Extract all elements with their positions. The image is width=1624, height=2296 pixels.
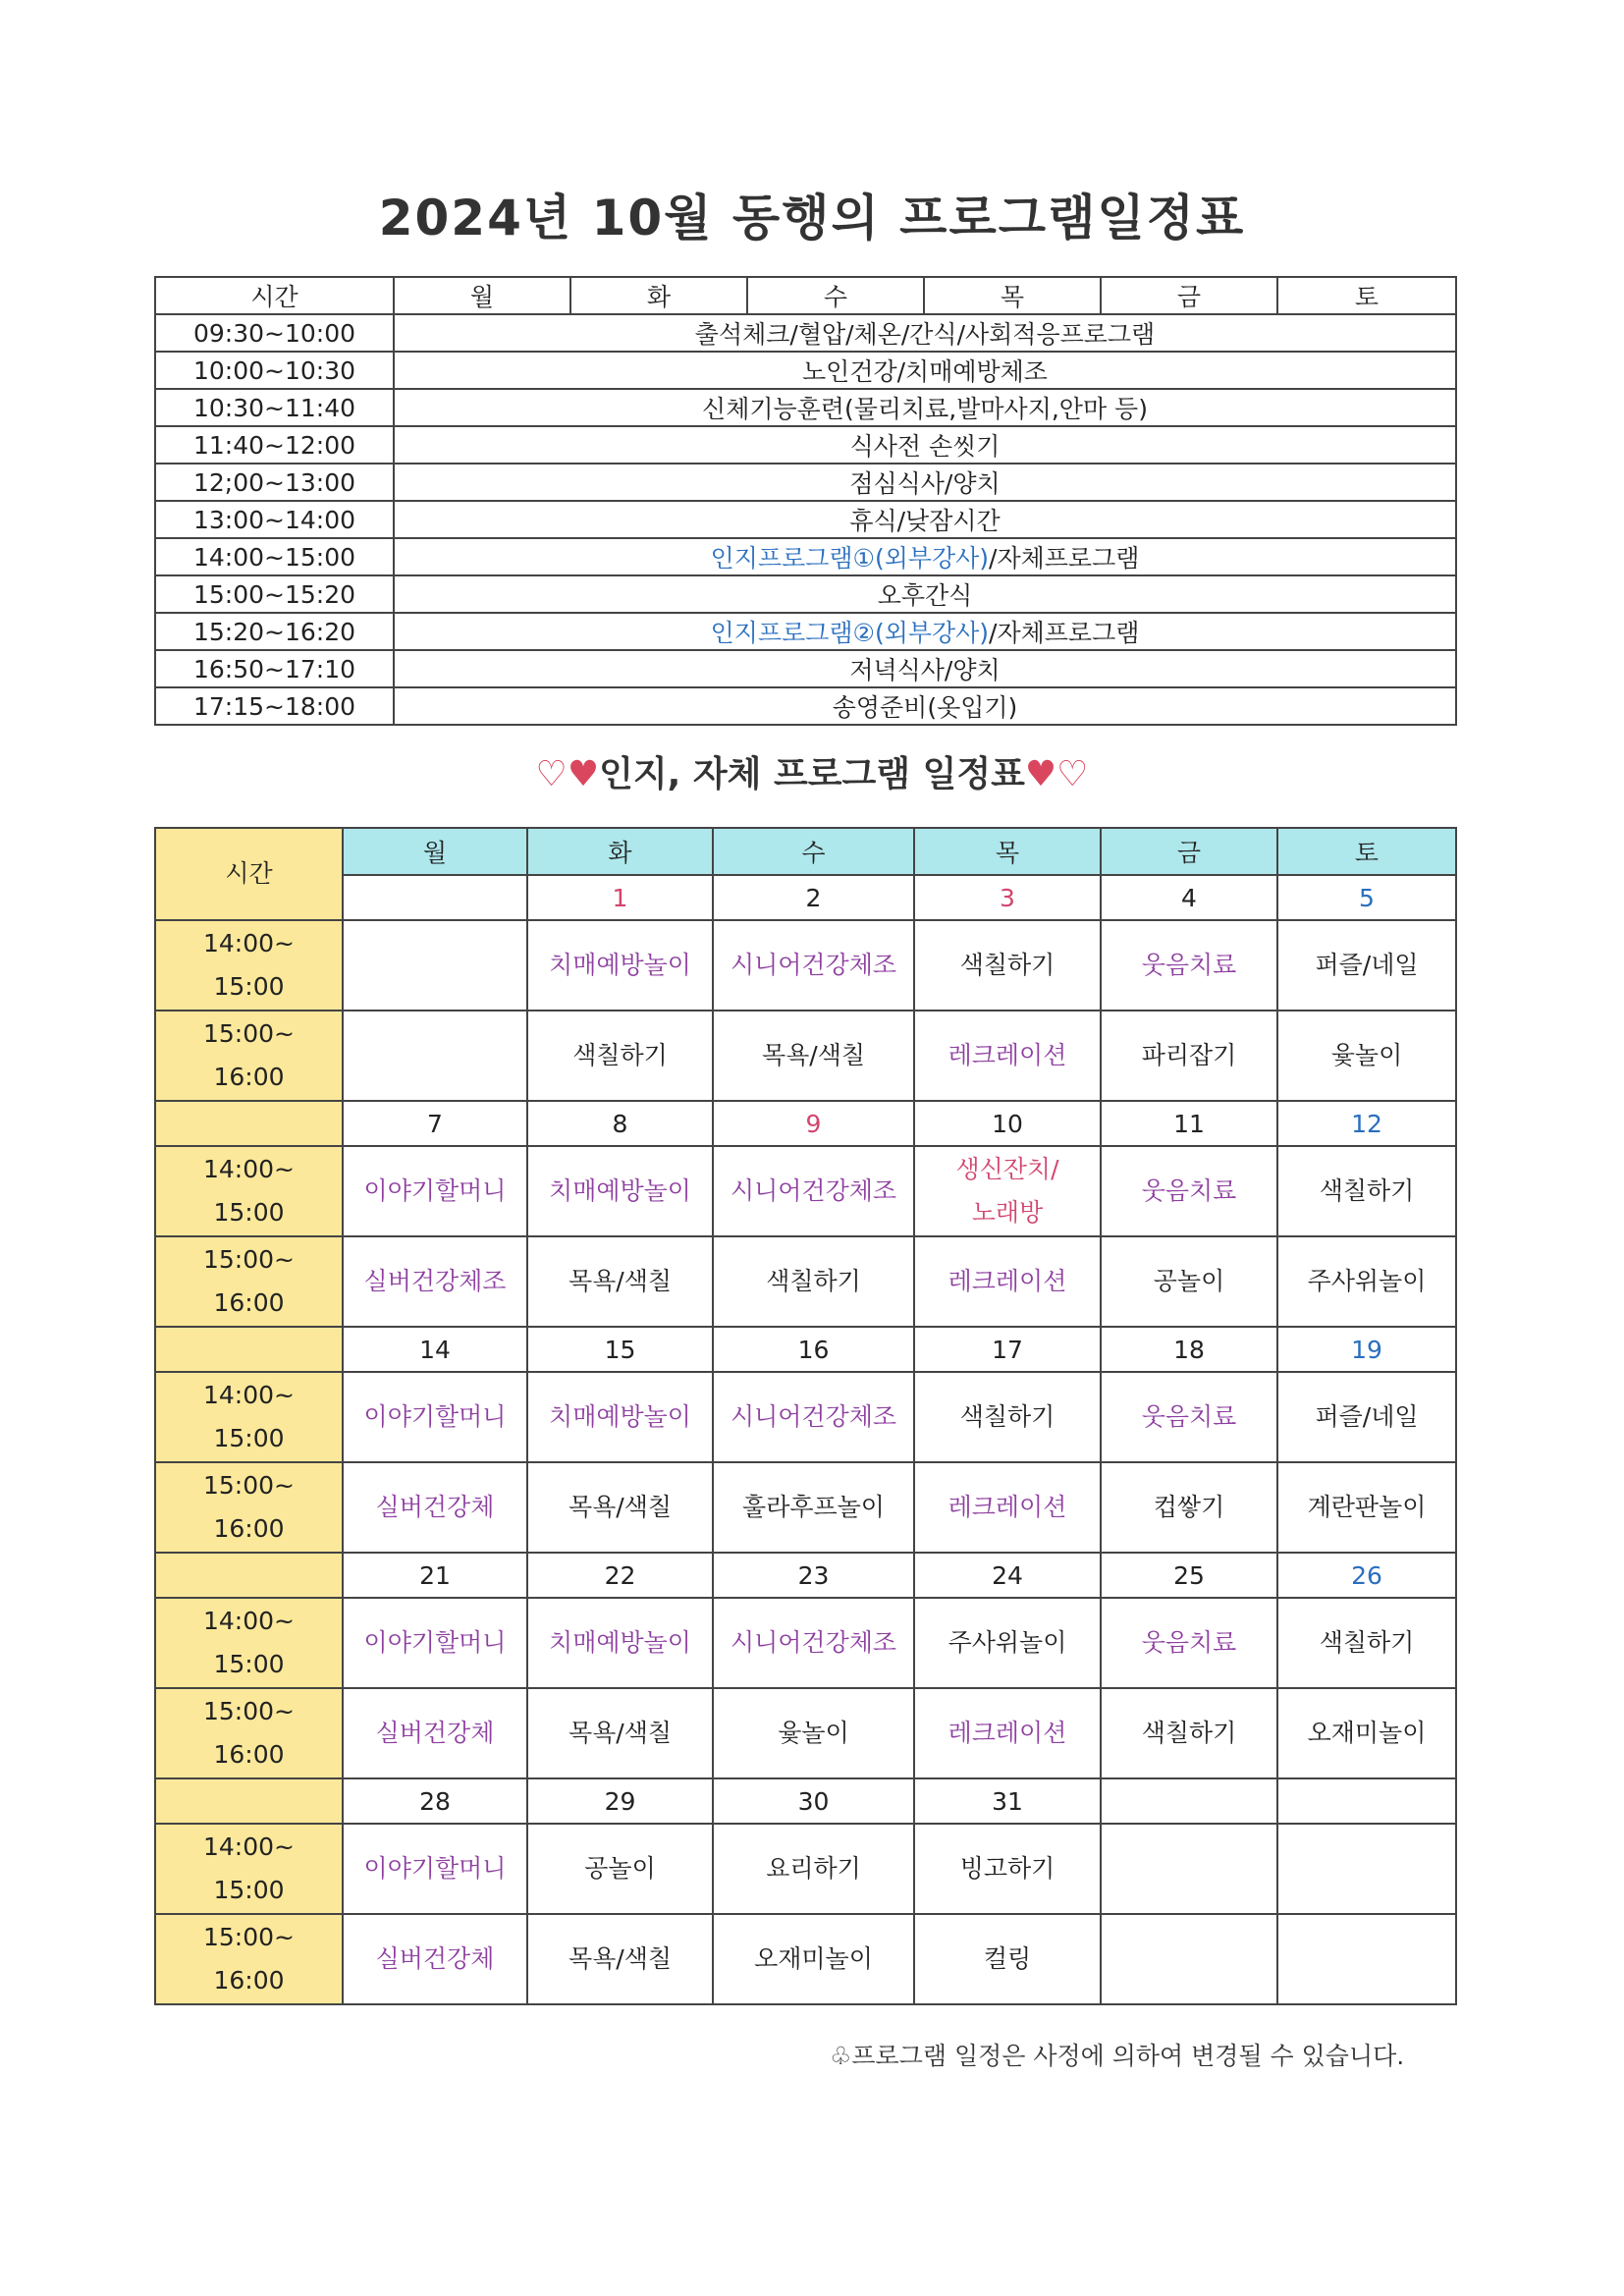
activity-row bbox=[155, 920, 1456, 1011]
time-header-cell: 시간 bbox=[155, 828, 343, 920]
activity-cell: 이야기할머니 bbox=[343, 1598, 527, 1688]
activity-cell: 요리하기 bbox=[713, 1824, 914, 1914]
activity-cell: 빙고하기 bbox=[914, 1824, 1101, 1914]
slot-time-cell bbox=[155, 1011, 343, 1101]
activity-cell: 목욕/색칠 bbox=[527, 1914, 713, 2004]
activity-cell: 시니어건강체조 bbox=[713, 1372, 914, 1462]
daily-header-cell: 금 bbox=[1101, 277, 1277, 314]
activity-cell: 웃음치료 bbox=[1101, 1146, 1277, 1236]
slot-time-cell bbox=[155, 1462, 343, 1553]
date-cell: 2 bbox=[713, 875, 914, 920]
date-cell: 5 bbox=[1277, 875, 1456, 920]
activity-text: 신체기능훈련(물리치료,발마사지,안마 등) bbox=[702, 395, 1148, 423]
activity-cell: 공놀이 bbox=[1101, 1236, 1277, 1327]
slot-end: 16:00 bbox=[213, 1288, 285, 1317]
activity-cell: 색칠하기 bbox=[1101, 1688, 1277, 1778]
daily-row bbox=[155, 426, 1456, 464]
heart-icon: ♡♥ bbox=[535, 754, 600, 794]
activity-cell bbox=[394, 650, 1456, 687]
time-cell: 10:00~10:30 bbox=[155, 352, 394, 389]
slot-time-cell bbox=[155, 1236, 343, 1327]
activity-cell bbox=[1101, 1824, 1277, 1914]
activity-cell: 치매예방놀이 bbox=[527, 1146, 713, 1236]
time-cell: 09:30~10:00 bbox=[155, 314, 394, 352]
slot-time-cell bbox=[155, 1372, 343, 1462]
activity-cell: 계란판놀이 bbox=[1277, 1462, 1456, 1553]
date-cell: 18 bbox=[1101, 1327, 1277, 1372]
activity-cell: 오재미놀이 bbox=[713, 1914, 914, 2004]
slot-start: 15:00~ bbox=[203, 1923, 295, 1951]
activity-cell: 색칠하기 bbox=[1277, 1146, 1456, 1236]
date-cell: 29 bbox=[527, 1778, 713, 1824]
date-cell: 19 bbox=[1277, 1327, 1456, 1372]
activity-row bbox=[155, 1462, 1456, 1553]
day-header-cell: 목 bbox=[914, 828, 1101, 875]
date-cell: 8 bbox=[527, 1101, 713, 1146]
date-cell: 23 bbox=[713, 1553, 914, 1598]
activity-cell: 목욕/색칠 bbox=[527, 1462, 713, 1553]
activity-text: 저녁식사/양치 bbox=[849, 656, 1001, 684]
schedule-change-notice: ♧프로그램 일정은 사정에 의하여 변경될 수 있습니다. bbox=[830, 2042, 1405, 2070]
activity-text: 점심식사/양치 bbox=[849, 469, 1001, 498]
activity-cell bbox=[394, 575, 1456, 613]
time-cell: 13:00~14:00 bbox=[155, 501, 394, 538]
program-subtitle bbox=[0, 746, 1624, 796]
date-cell: 21 bbox=[343, 1553, 527, 1598]
date-cell: 25 bbox=[1101, 1553, 1277, 1598]
activity-cell bbox=[343, 1011, 527, 1101]
activity-cell bbox=[394, 464, 1456, 501]
time-spacer-cell bbox=[155, 1553, 343, 1598]
slot-time-cell bbox=[155, 1914, 343, 2004]
date-row bbox=[155, 1327, 1456, 1372]
slot-start: 15:00~ bbox=[203, 1019, 295, 1048]
activity-cell bbox=[1101, 1914, 1277, 2004]
activity-cell: 실버건강체 bbox=[343, 1462, 527, 1553]
daily-row bbox=[155, 575, 1456, 613]
activity-cell: 훌라후프놀이 bbox=[713, 1462, 914, 1553]
page-title: 2024년 10월 동행의 프로그램일정표 bbox=[378, 190, 1246, 246]
activity-text: /자체프로그램 bbox=[989, 544, 1140, 573]
slot-time-cell bbox=[155, 1824, 343, 1914]
time-cell: 16:50~17:10 bbox=[155, 650, 394, 687]
date-row bbox=[155, 1778, 1456, 1824]
activity-cell bbox=[394, 352, 1456, 389]
slot-start: 14:00~ bbox=[203, 1381, 295, 1409]
activity-cell bbox=[394, 314, 1456, 352]
day-header-cell: 토 bbox=[1277, 828, 1456, 875]
slot-start: 14:00~ bbox=[203, 1155, 295, 1183]
activity-cell: 웃음치료 bbox=[1101, 1372, 1277, 1462]
date-row bbox=[155, 1101, 1456, 1146]
day-header-cell: 수 bbox=[713, 828, 914, 875]
daily-schedule-table bbox=[154, 276, 1457, 726]
slot-time-cell bbox=[155, 1598, 343, 1688]
activity-cell: 웃음치료 bbox=[1101, 1598, 1277, 1688]
activity-cell: 실버건강체 bbox=[343, 1688, 527, 1778]
date-row bbox=[155, 1553, 1456, 1598]
activity-cell bbox=[394, 538, 1456, 575]
activity-text: 오후간식 bbox=[877, 581, 973, 610]
heart-icon: ♥♡ bbox=[1024, 754, 1089, 794]
activity-cell: 레크레이션 bbox=[914, 1462, 1101, 1553]
day-header-cell: 금 bbox=[1101, 828, 1277, 875]
activity-cell: 주사위놀이 bbox=[914, 1598, 1101, 1688]
time-cell: 11:40~12:00 bbox=[155, 426, 394, 464]
slot-end: 15:00 bbox=[213, 1424, 285, 1452]
activity-text: 출석체크/혈압/체온/간식/사회적응프로그램 bbox=[694, 320, 1156, 349]
date-cell: 16 bbox=[713, 1327, 914, 1372]
daily-row bbox=[155, 613, 1456, 650]
slot-time-cell bbox=[155, 920, 343, 1011]
time-cell: 14:00~15:00 bbox=[155, 538, 394, 575]
daily-row bbox=[155, 314, 1456, 352]
time-spacer-cell bbox=[155, 1101, 343, 1146]
date-cell: 12 bbox=[1277, 1101, 1456, 1146]
activity-cell: 목욕/색칠 bbox=[527, 1236, 713, 1327]
activity-text: 휴식/낮잠시간 bbox=[849, 507, 1001, 535]
daily-row bbox=[155, 464, 1456, 501]
time-cell: 12;00~13:00 bbox=[155, 464, 394, 501]
activity-cell: 윷놀이 bbox=[1277, 1011, 1456, 1101]
activity-row bbox=[155, 1236, 1456, 1327]
date-cell: 26 bbox=[1277, 1553, 1456, 1598]
activity-cell bbox=[1277, 1824, 1456, 1914]
time-cell: 15:00~15:20 bbox=[155, 575, 394, 613]
activity-cell: 생신잔치/ 노래방 bbox=[914, 1146, 1101, 1236]
daily-row bbox=[155, 501, 1456, 538]
daily-row bbox=[155, 352, 1456, 389]
slot-start: 15:00~ bbox=[203, 1697, 295, 1725]
activity-cell: 목욕/색칠 bbox=[713, 1011, 914, 1101]
activity-cell: 치매예방놀이 bbox=[527, 1372, 713, 1462]
activity-cell: 색칠하기 bbox=[914, 920, 1101, 1011]
activity-cell: 시니어건강체조 bbox=[713, 1146, 914, 1236]
subtitle-text: 인지, 자체 프로그램 일정표 bbox=[599, 754, 1025, 794]
date-cell: 3 bbox=[914, 875, 1101, 920]
activity-cell: 주사위놀이 bbox=[1277, 1236, 1456, 1327]
date-cell: 17 bbox=[914, 1327, 1101, 1372]
activity-cell: 웃음치료 bbox=[1101, 920, 1277, 1011]
daily-header-cell: 화 bbox=[570, 277, 747, 314]
activity-row bbox=[155, 1372, 1456, 1462]
activity-cell: 이야기할머니 bbox=[343, 1824, 527, 1914]
slot-end: 16:00 bbox=[213, 1966, 285, 1995]
program-calendar-table bbox=[154, 827, 1457, 2005]
time-cell: 15:20~16:20 bbox=[155, 613, 394, 650]
time-spacer-cell bbox=[155, 1327, 343, 1372]
slot-end: 15:00 bbox=[213, 1198, 285, 1227]
date-cell: 10 bbox=[914, 1101, 1101, 1146]
activity-row bbox=[155, 1914, 1456, 2004]
activity-cell: 치매예방놀이 bbox=[527, 1598, 713, 1688]
date-cell: 22 bbox=[527, 1553, 713, 1598]
slot-time-cell bbox=[155, 1146, 343, 1236]
activity-cell: 색칠하기 bbox=[914, 1372, 1101, 1462]
time-spacer-cell bbox=[155, 1778, 343, 1824]
date-cell: 28 bbox=[343, 1778, 527, 1824]
activity-cell: 시니어건강체조 bbox=[713, 1598, 914, 1688]
date-cell: 9 bbox=[713, 1101, 914, 1146]
activity-cell: 레크레이션 bbox=[914, 1688, 1101, 1778]
date-cell bbox=[1277, 1778, 1456, 1824]
activity-cell bbox=[1277, 1914, 1456, 2004]
date-cell: 15 bbox=[527, 1327, 713, 1372]
slot-end: 15:00 bbox=[213, 1876, 285, 1904]
date-cell: 4 bbox=[1101, 875, 1277, 920]
activity-row bbox=[155, 1598, 1456, 1688]
day-header-cell: 월 bbox=[343, 828, 527, 875]
slot-start: 15:00~ bbox=[203, 1245, 295, 1274]
activity-cell bbox=[394, 687, 1456, 725]
activity-cell bbox=[394, 501, 1456, 538]
activity-cell: 파리잡기 bbox=[1101, 1011, 1277, 1101]
slot-end: 16:00 bbox=[213, 1063, 285, 1091]
activity-text: 식사전 손씻기 bbox=[849, 432, 1001, 461]
date-cell bbox=[343, 875, 527, 920]
activity-row bbox=[155, 1688, 1456, 1778]
daily-header-cell: 시간 bbox=[155, 277, 394, 314]
daily-header-cell: 월 bbox=[394, 277, 570, 314]
slot-start: 14:00~ bbox=[203, 1832, 295, 1861]
slot-start: 15:00~ bbox=[203, 1471, 295, 1500]
activity-row bbox=[155, 1011, 1456, 1101]
slot-end: 16:00 bbox=[213, 1740, 285, 1769]
activity-cell: 윷놀이 bbox=[713, 1688, 914, 1778]
activity-cell: 색칠하기 bbox=[713, 1236, 914, 1327]
date-cell: 1 bbox=[527, 875, 713, 920]
daily-header-row bbox=[155, 277, 1456, 314]
activity-text: 노인건강/치매예방체조 bbox=[802, 357, 1048, 386]
date-cell: 11 bbox=[1101, 1101, 1277, 1146]
daily-row bbox=[155, 389, 1456, 426]
date-cell: 31 bbox=[914, 1778, 1101, 1824]
slot-end: 15:00 bbox=[213, 1650, 285, 1678]
daily-header-cell: 수 bbox=[747, 277, 924, 314]
activity-cell: 시니어건강체조 bbox=[713, 920, 914, 1011]
day-header-cell: 화 bbox=[527, 828, 713, 875]
date-cell: 14 bbox=[343, 1327, 527, 1372]
activity-row bbox=[155, 1146, 1456, 1236]
activity-cell: 실버건강체조 bbox=[343, 1236, 527, 1327]
daily-header-cell: 목 bbox=[924, 277, 1101, 314]
slot-start: 14:00~ bbox=[203, 1607, 295, 1635]
activity-cell: 퍼즐/네일 bbox=[1277, 920, 1456, 1011]
activity-cell bbox=[394, 613, 1456, 650]
calendar-header-row bbox=[155, 828, 1456, 875]
activity-cell bbox=[394, 389, 1456, 426]
time-cell: 10:30~11:40 bbox=[155, 389, 394, 426]
activity-cell: 색칠하기 bbox=[527, 1011, 713, 1101]
activity-text: 인지프로그램②(외부강사) bbox=[710, 619, 990, 647]
activity-cell: 공놀이 bbox=[527, 1824, 713, 1914]
activity-cell: 목욕/색칠 bbox=[527, 1688, 713, 1778]
activity-cell: 컬링 bbox=[914, 1914, 1101, 2004]
activity-text: 인지프로그램①(외부강사) bbox=[710, 544, 990, 573]
daily-row bbox=[155, 650, 1456, 687]
activity-cell bbox=[394, 426, 1456, 464]
date-cell: 24 bbox=[914, 1553, 1101, 1598]
date-cell: 30 bbox=[713, 1778, 914, 1824]
slot-end: 15:00 bbox=[213, 972, 285, 1001]
activity-cell: 레크레이션 bbox=[914, 1011, 1101, 1101]
activity-cell: 치매예방놀이 bbox=[527, 920, 713, 1011]
slot-end: 16:00 bbox=[213, 1514, 285, 1543]
daily-row bbox=[155, 538, 1456, 575]
daily-row bbox=[155, 687, 1456, 725]
activity-cell: 이야기할머니 bbox=[343, 1146, 527, 1236]
activity-cell: 퍼즐/네일 bbox=[1277, 1372, 1456, 1462]
activity-cell: 오재미놀이 bbox=[1277, 1688, 1456, 1778]
slot-time-cell bbox=[155, 1688, 343, 1778]
date-cell: 7 bbox=[343, 1101, 527, 1146]
activity-cell: 컵쌓기 bbox=[1101, 1462, 1277, 1553]
time-cell: 17:15~18:00 bbox=[155, 687, 394, 725]
date-row bbox=[155, 875, 1456, 920]
activity-cell: 실버건강체 bbox=[343, 1914, 527, 2004]
activity-row bbox=[155, 1824, 1456, 1914]
activity-cell: 이야기할머니 bbox=[343, 1372, 527, 1462]
daily-header-cell: 토 bbox=[1277, 277, 1456, 314]
activity-cell: 색칠하기 bbox=[1277, 1598, 1456, 1688]
slot-start: 14:00~ bbox=[203, 929, 295, 957]
activity-text: /자체프로그램 bbox=[989, 619, 1140, 647]
activity-cell bbox=[343, 920, 527, 1011]
activity-cell: 레크레이션 bbox=[914, 1236, 1101, 1327]
date-cell bbox=[1101, 1778, 1277, 1824]
activity-text: 송영준비(옷입기) bbox=[832, 693, 1018, 722]
